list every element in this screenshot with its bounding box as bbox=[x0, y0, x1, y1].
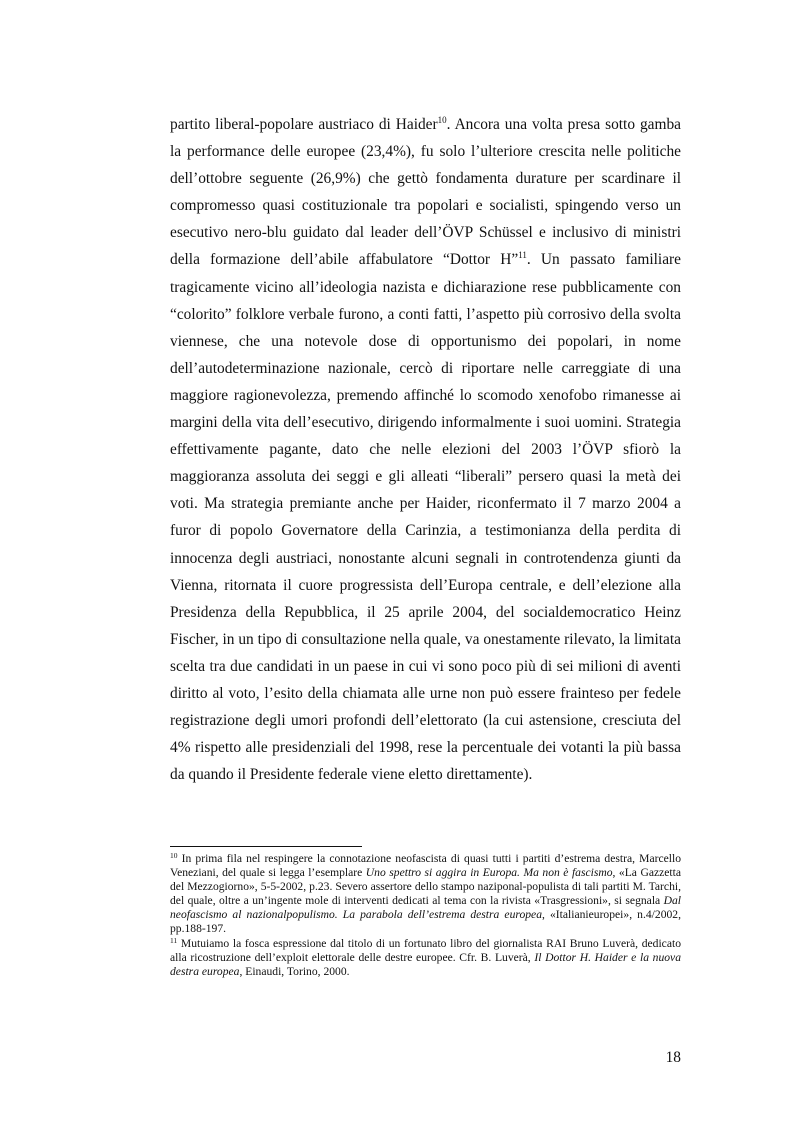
footnote-10-text-2: , «La Gazzetta del Mezzogiorno», 5-5-2002, p.23. Severo assertore dello stampo naziponal-populista di tali partiti M. Tarchi, del quale, oltre a un’ingente mole di interventi dedicati al tema con la rivista «Trasgressioni», si segnala bbox=[170, 866, 681, 908]
footnote-10-text-3: , «Italianieuropei», n.4/2002, pp.188-197. bbox=[170, 908, 681, 936]
footnote-10-title-1: Uno spettro si aggira in Europa. Ma non è fascismo bbox=[365, 866, 613, 880]
footnote-11-text-2: , Einaudi, Torino, 2000. bbox=[239, 964, 350, 978]
footnote-ref-10[interactable]: 10 bbox=[437, 115, 447, 125]
body-paragraph bbox=[170, 111, 681, 788]
footnote-11 bbox=[170, 937, 681, 979]
page-number: 18 bbox=[665, 1049, 681, 1066]
footnote-10-title-2: Dal neofascismo al nazionalpopulismo. La parabola dell’estrema destra europea bbox=[170, 894, 681, 922]
body-text-part-2: . Ancora una volta presa sotto gamba la performance delle europee (23,4%), fu solo l’ulteriore crescita nelle politiche dell’ottobre seguente (26,9%) che gettò fondamenta durature per scardinare il compromesso quasi costituzionale tra popolari e socialisti, spingendo verso un esecutivo nero-blu guidato dal leader dell’ÖVP Schüssel e inclusivo di ministri della formazione dell’abile affabulatore “Dottor H” bbox=[170, 116, 681, 269]
footnote-11-mark: 11 bbox=[170, 935, 178, 945]
footnote-10-mark: 10 bbox=[170, 851, 178, 860]
footnotes bbox=[170, 852, 681, 979]
footnote-separator bbox=[170, 846, 362, 847]
footnote-11-text-1: Mutuiamo la fosca espressione dal titolo di un fortunato libro del giornalista RAI Bruno Luverà, dedicato alla ricostruzione dell’exploit elettorale delle destre europee. Cfr. B. Luverà, bbox=[170, 936, 681, 964]
footnote-10-text-1: In prima fila nel respingere la connotazione neofascista di quasi tutti i partiti d’estrema destra, Marcello Veneziani, del quale si legga l’esemplare bbox=[170, 852, 681, 880]
body-text-part-1: partito liberal-popolare austriaco di Haider bbox=[170, 116, 438, 133]
footnote-ref-11[interactable]: 11 bbox=[518, 250, 527, 261]
body-text-part-3: . Un passato familiare tragicamente vicino all’ideologia nazista e dichiarazione rese pubblicamente con “colorito” folklore verbale furono, a conti fatti, l’aspetto più corrosivo della svolta viennese, che una notevole dose di opportunismo dei popolari, in nome dell’autodeterminazione nazionale, cercò di riportare nelle carreggiate di una maggiore ragionevolezza, premendo affinché lo scomodo xenofobo rimanesse ai margini della vita dell’esecutivo, dirigendo informalmente i suoi uomini. Strategia effettivamente pagante, dato che nelle elezioni del 2003 l’ÖVP sfiorò la maggioranza assoluta dei seggi e gli alleati “liberali” persero quasi la metà dei voti. Ma strategia premiante anche per Haider, riconfermato il 7 marzo 2004 a furor di popolo Governatore della Carinzia, a testimonianza della perdita di innocenza degli austriaci, nonostante alcuni segnali in controtendenza giunti da Vienna, ritornata il cuore progressista dell’Europa centrale, e dell’elezione alla Presidenza della Repubblica, il 25 aprile 2004, del socialdemocratico Heinz Fischer, in un tipo di consultazione nella quale, va onestamente rilevato, la limitata scelta tra due candidati in un paese in cui vi sono poco più di sei milioni di aventi diritto al voto, l’esito della chiamata alle urne non può essere frainteso per fedele registrazione degli umori profondi dell’elettorato (la cui astensione, cresciuta del 4% rispetto alle presidenziali del 1998, rese la percentuale dei votanti la più bassa da quando il Presidente federale viene eletto direttamente). bbox=[170, 251, 682, 784]
footnote-11-title-1: Il Dottor H. Haider e la nuova destra europea bbox=[170, 950, 681, 978]
footnote-10 bbox=[170, 852, 681, 937]
